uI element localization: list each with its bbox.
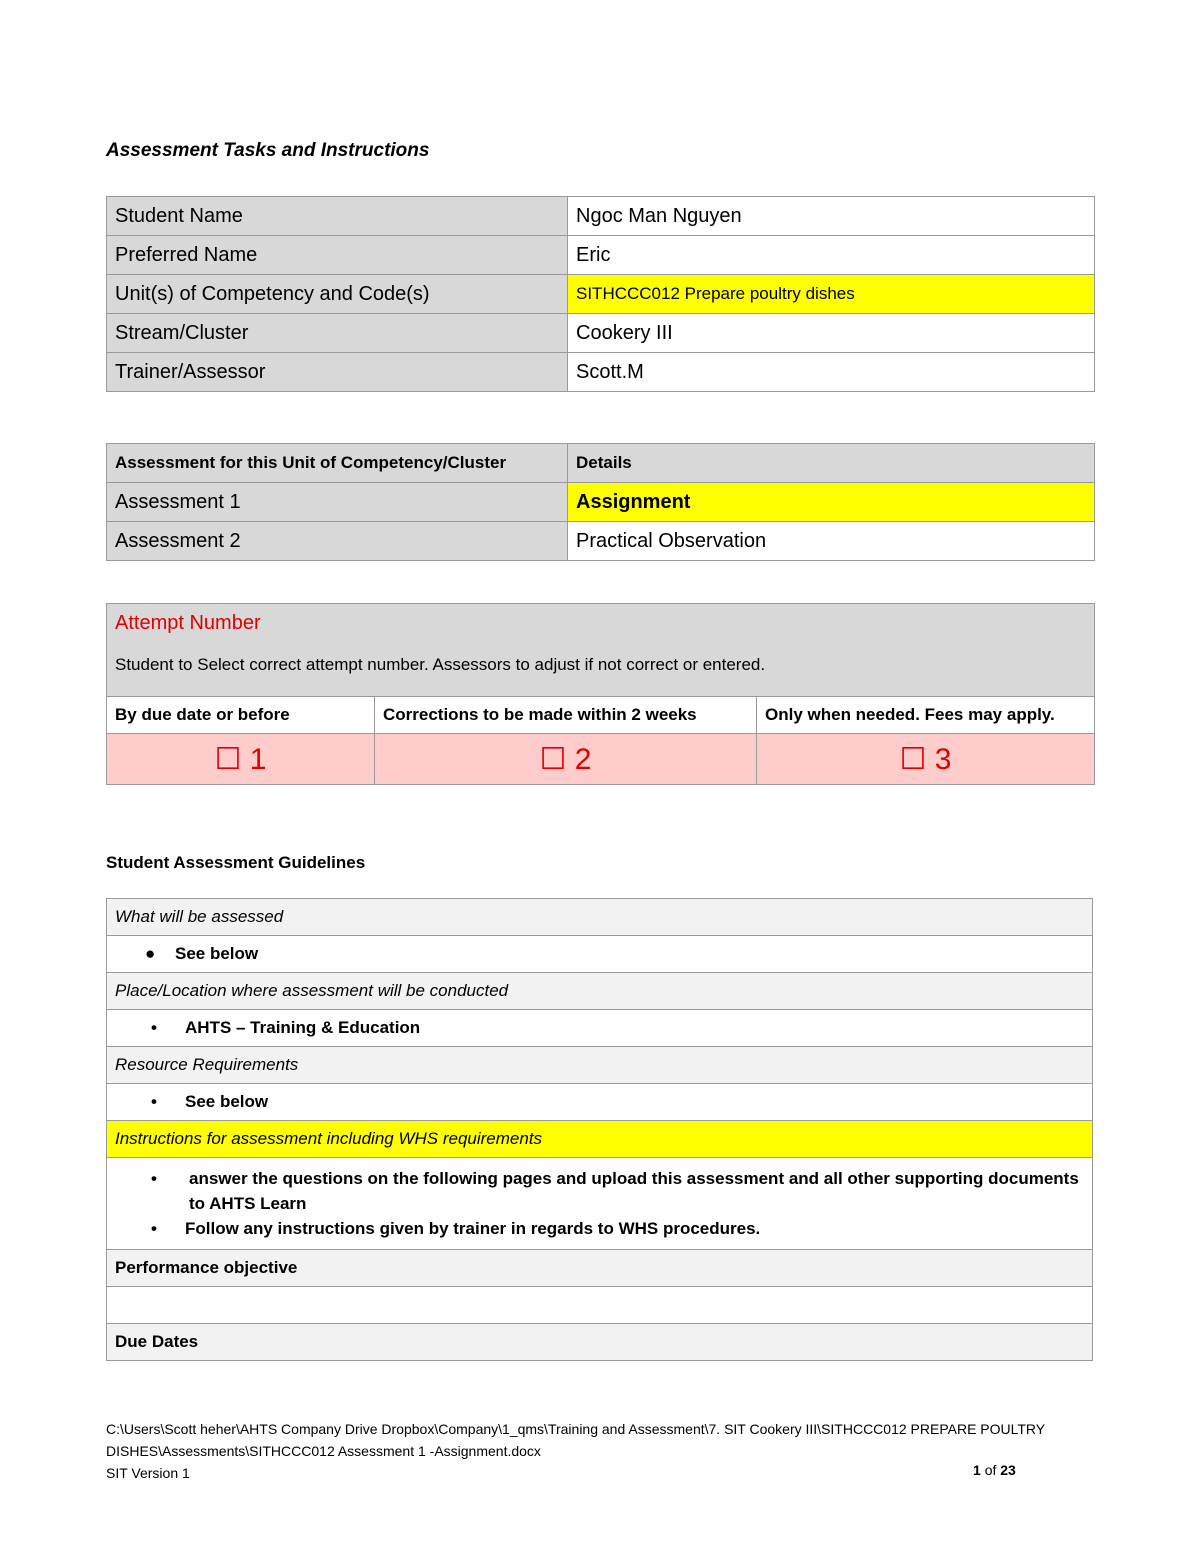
attempt-3-checkbox[interactable]: ☐ 3 [757, 734, 1095, 785]
performance-heading: Performance objective [107, 1250, 1093, 1287]
table-row [107, 1287, 1093, 1324]
location-heading: Place/Location where assessment will be conducted [107, 973, 1093, 1010]
assessment-2-value: Practical Observation [568, 522, 1095, 561]
table-row [107, 1250, 1093, 1287]
instructions-items: • answer the questions on the following pages and upload this assessment and all other supporting documents to AHTS Learn • Follow any instructions given by trainer in regards to WHS procedures. [107, 1158, 1093, 1250]
attempt-header [107, 604, 1095, 697]
stream-cluster-label: Stream/Cluster [107, 314, 568, 353]
location-item: • AHTS – Training & Education [107, 1010, 1093, 1047]
attempt-2-label: Corrections to be made within 2 weeks [375, 697, 757, 734]
table-row [107, 1084, 1093, 1121]
performance-value[interactable] [107, 1287, 1093, 1324]
assessment-header-label: Assessment for this Unit of Competency/Cluster [107, 444, 568, 483]
student-name-value[interactable]: Ngoc Man Nguyen [568, 197, 1095, 236]
what-assessed-heading: What will be assessed [107, 899, 1093, 936]
assessment-1-value: Assignment [568, 483, 1095, 522]
attempt-labels-row [107, 697, 1095, 734]
table-row [107, 1158, 1093, 1250]
resources-item: • See below [107, 1084, 1093, 1121]
trainer-assessor-value[interactable]: Scott.M [568, 353, 1095, 392]
table-row [107, 522, 1095, 561]
student-details-table [106, 196, 1095, 392]
footer [106, 1418, 1096, 1484]
table-row [107, 314, 1095, 353]
stream-cluster-value[interactable]: Cookery III [568, 314, 1095, 353]
table-row [107, 973, 1093, 1010]
preferred-name-label: Preferred Name [107, 236, 568, 275]
attempt-title: Attempt Number [115, 612, 261, 634]
attempt-1-checkbox[interactable]: ☐ 1 [107, 734, 375, 785]
assessment-header-details: Details [568, 444, 1095, 483]
guidelines-title: Student Assessment Guidelines [106, 853, 366, 872]
table-row [107, 1121, 1093, 1158]
resources-heading: Resource Requirements [107, 1047, 1093, 1084]
table-row [107, 353, 1095, 392]
page-number: 1 of 23 [973, 1462, 1016, 1478]
bullet-icon: ● [145, 944, 156, 963]
attempt-2-checkbox[interactable]: ☐ 2 [375, 734, 757, 785]
what-assessed-item: ● See below [107, 936, 1093, 973]
unit-competency-label: Unit(s) of Competency and Code(s) [107, 275, 568, 314]
table-row [107, 1324, 1093, 1361]
assessment-2-label: Assessment 2 [107, 522, 568, 561]
table-row [107, 275, 1095, 314]
attempt-3-label: Only when needed. Fees may apply. [757, 697, 1095, 734]
page-title: Assessment Tasks and Instructions [106, 140, 430, 161]
attempt-header-row [107, 604, 1095, 697]
table-row [107, 197, 1095, 236]
table-row [107, 1010, 1093, 1047]
unit-competency-value[interactable]: SITHCCC012 Prepare poultry dishes [568, 275, 1095, 314]
student-name-label: Student Name [107, 197, 568, 236]
bullet-icon: • [151, 1219, 157, 1238]
guidelines-table [106, 898, 1093, 1361]
table-row [107, 936, 1093, 973]
file-path: C:\Users\Scott heher\AHTS Company Drive Dropbox\Company\1_qms\Training and Assessment\7. SIT Cookery III\SITHCCC012 PREPARE POULTRY DISHES\Assessments\SITHCCC012 Assessment 1 -Assignment.docx [106, 1421, 1045, 1459]
preferred-name-value[interactable]: Eric [568, 236, 1095, 275]
due-dates-heading: Due Dates [107, 1324, 1093, 1361]
version: SIT Version 1 [106, 1465, 190, 1481]
attempt-table [106, 603, 1095, 785]
assessment-1-label: Assessment 1 [107, 483, 568, 522]
table-row [107, 236, 1095, 275]
table-header-row [107, 444, 1095, 483]
instructions-heading: Instructions for assessment including WHS requirements [107, 1121, 1093, 1158]
bullet-icon: • [151, 1169, 157, 1188]
bullet-icon: • [151, 1092, 157, 1111]
table-row [107, 483, 1095, 522]
bullet-icon: • [151, 1018, 157, 1037]
attempt-instruction: Student to Select correct attempt number. Assessors to adjust if not correct or entered. [115, 655, 766, 674]
attempt-checkbox-row [107, 734, 1095, 785]
attempt-1-label: By due date or before [107, 697, 375, 734]
trainer-assessor-label: Trainer/Assessor [107, 353, 568, 392]
table-row [107, 899, 1093, 936]
assessment-table [106, 443, 1095, 561]
table-row [107, 1047, 1093, 1084]
